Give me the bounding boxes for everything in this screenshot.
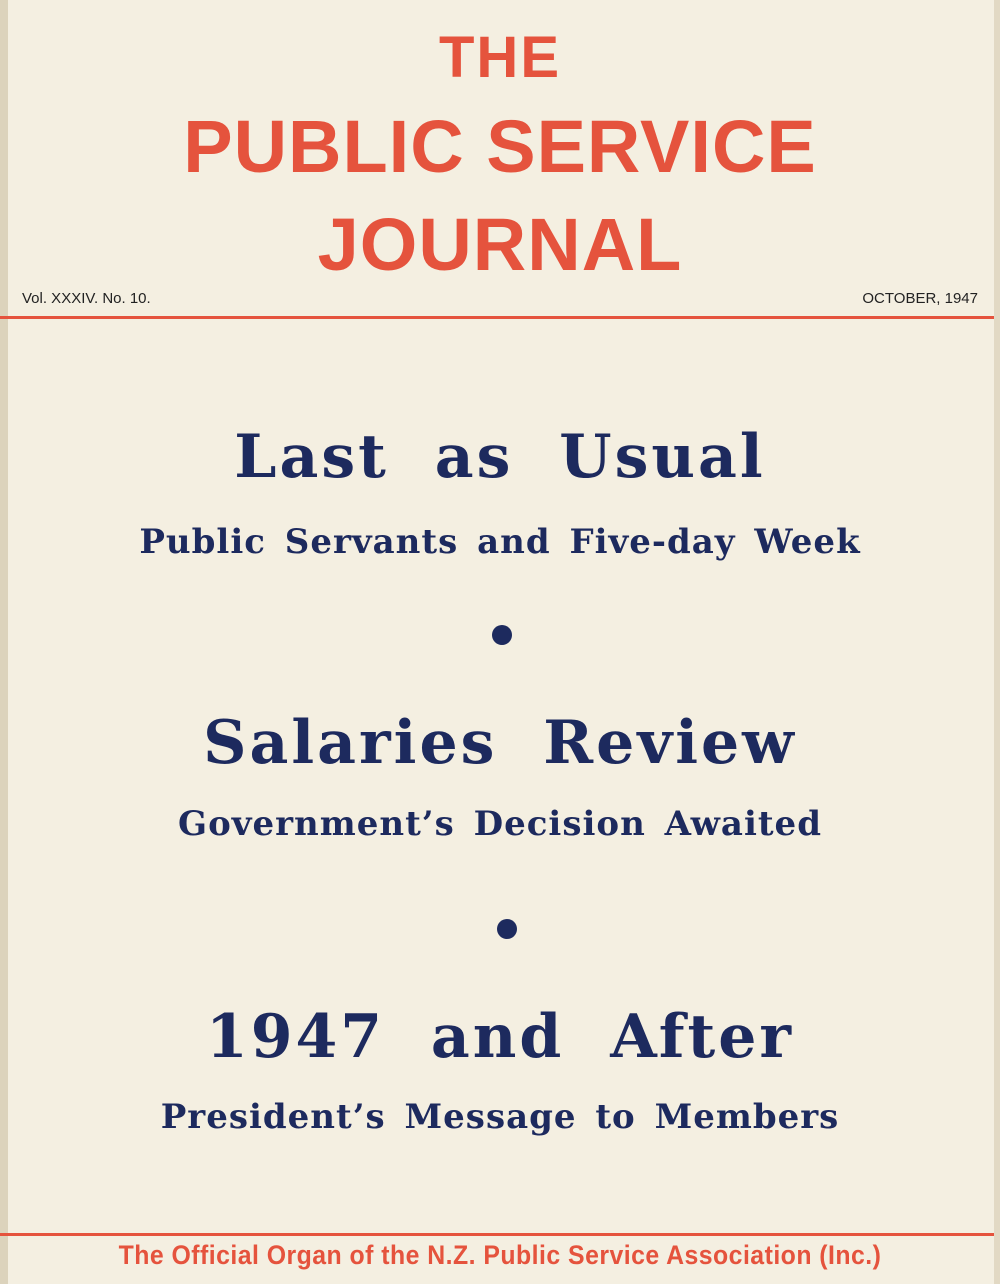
masthead-journal: JOURNAL [317, 203, 683, 286]
headline-1: Last as Usual [234, 422, 766, 492]
volume-number: Vol. XXXIV. No. 10. [22, 290, 151, 307]
bottom-rule [0, 1233, 1000, 1236]
masthead-the: THE [439, 25, 561, 90]
footer-tagline: The Official Organ of the N.Z. Public Service Association (Inc.) [118, 1240, 882, 1270]
top-rule [0, 316, 1000, 319]
subhead-3: President’s Message to Members [160, 1097, 840, 1137]
masthead-public-service: PUBLIC SERVICE [183, 105, 817, 188]
bullet-separator-2 [497, 919, 517, 939]
subhead-2: Government’s Decision Awaited [178, 804, 822, 844]
issue-date: OCTOBER, 1947 [862, 290, 978, 307]
bullet-separator-1 [492, 625, 512, 645]
headline-3: 1947 and After [205, 1002, 795, 1072]
subhead-1: Public Servants and Five-day Week [139, 522, 861, 562]
issue-line [22, 290, 978, 307]
headline-2: Salaries Review [203, 708, 797, 778]
